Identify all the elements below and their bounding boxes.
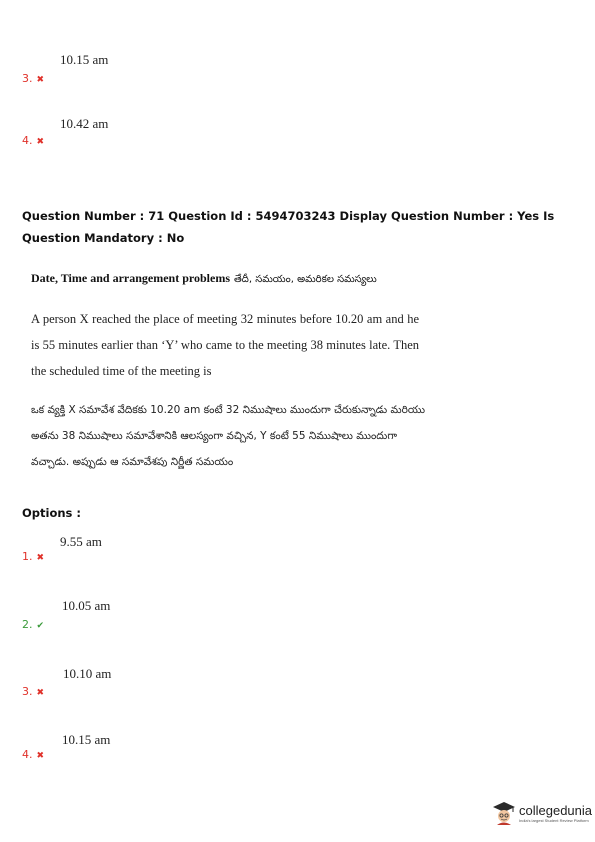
- check-icon: ✔: [36, 621, 45, 631]
- logo-wordmark: collegedunia: [519, 802, 593, 818]
- question-body-te: ఒక వ్యక్తి X సమావేశ వేదికకు 10.20 am కంటే 32 నిముషాలు ముందుగా చేరుకున్నాడు మరియు అతను 38 నిముషాలు సమావేశానికి ఆలస్యంగా వచ్చిన, Y కంటే 55 నిముషాలు ముందుగా వచ్చాడు. అప్పుడు ఆ సమావేశపు నిర్ణీత సమయం: [31, 404, 425, 468]
- option-3-number: 3.: [22, 685, 33, 698]
- option-1-value: 9.55 am: [60, 534, 102, 549]
- prev-option-4: [22, 129, 44, 148]
- graduate-avatar-icon: [492, 801, 516, 825]
- option-2-value: 10.05 am: [62, 598, 111, 613]
- option-4-value: 10.15 am: [62, 732, 111, 747]
- prev-option-4-number: 4.: [22, 134, 33, 147]
- options-label: Options :: [22, 506, 81, 520]
- collegedunia-logo: [492, 801, 592, 825]
- option-1-number: 1.: [22, 550, 33, 563]
- question-header: Question Number : 71 Question Id : 5494703243 Display Question Number : Yes Is Question Mandatory : No: [22, 209, 555, 245]
- prev-option-3: [22, 67, 44, 86]
- cross-icon: ✖: [36, 688, 45, 698]
- prev-option-3-value: 10.15 am: [60, 52, 109, 67]
- cross-icon: ✖: [36, 137, 45, 147]
- option-2-number: 2.: [22, 618, 33, 631]
- option-4: [22, 743, 44, 762]
- section-title-en: Date, Time and arrangement problems: [31, 271, 230, 285]
- question-body-en: A person X reached the place of meeting 32 minutes before 10.20 am and he is 55 minutes earlier than ‘Y’ who came to the meeting 38 minutes late. Then the scheduled time of the meeting is: [31, 312, 419, 378]
- section-title-te: తేదీ, సమయం, అమరికల సమస్యలు: [234, 274, 377, 285]
- cross-icon: ✖: [36, 75, 45, 85]
- option-3-value: 10.10 am: [63, 666, 112, 681]
- cross-icon: ✖: [36, 553, 45, 563]
- cross-icon: ✖: [36, 751, 45, 761]
- option-4-number: 4.: [22, 748, 33, 761]
- logo-tagline: India's largest Student Review Platform: [519, 817, 589, 823]
- option-2: [22, 613, 44, 632]
- question-section: [31, 271, 571, 287]
- prev-option-3-number: 3.: [22, 72, 33, 85]
- option-1: [22, 545, 44, 564]
- option-3: [22, 680, 44, 699]
- prev-option-4-value: 10.42 am: [60, 116, 109, 131]
